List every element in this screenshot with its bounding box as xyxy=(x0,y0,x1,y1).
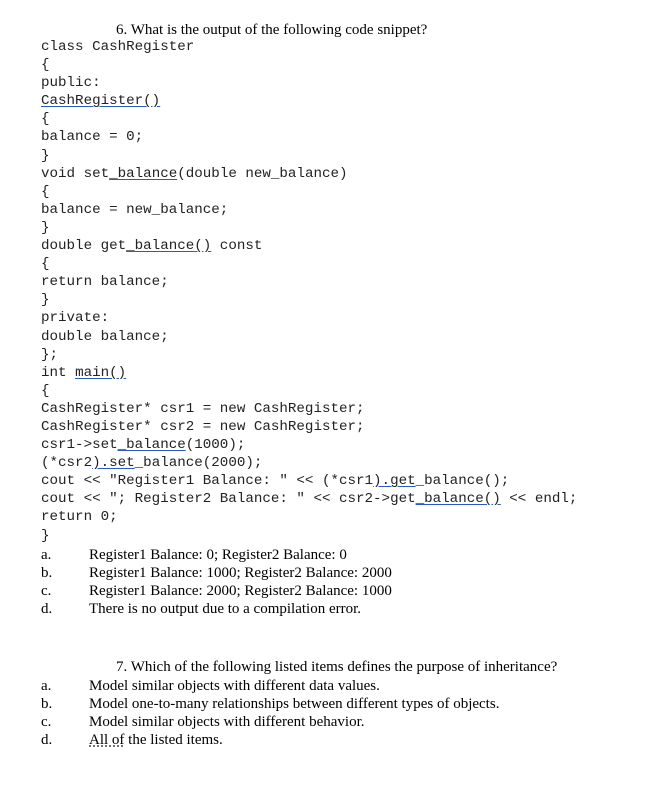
option-letter: c. xyxy=(41,583,52,599)
code-text: (*csr2 xyxy=(41,455,93,472)
code-line xyxy=(41,309,577,327)
code-text: csr1->set xyxy=(41,437,118,454)
code-text: CashRegister xyxy=(41,93,144,110)
option-text: Model one-to-many relationships between different types of objects. xyxy=(89,696,500,712)
option-text-underlined: All of xyxy=(89,732,125,748)
code-text: _balance xyxy=(126,238,195,255)
code-line xyxy=(41,454,577,472)
option-letter: c. xyxy=(41,714,52,730)
code-line xyxy=(41,183,577,201)
option-letter: d. xyxy=(41,601,53,617)
option-letter: b. xyxy=(41,565,53,581)
code-text: () xyxy=(194,238,212,255)
code-line xyxy=(41,56,577,74)
code-text: { xyxy=(41,111,50,128)
code-text: () xyxy=(109,364,127,381)
code-line xyxy=(41,382,577,400)
code-line xyxy=(41,110,577,128)
option-text-rest: the listed items. xyxy=(124,732,223,748)
code-line xyxy=(41,147,577,165)
code-line xyxy=(41,255,577,273)
option-text: Model similar objects with different data values. xyxy=(89,678,380,694)
code-text: } xyxy=(41,219,50,236)
code-text: cout << "; Register2 Balance: " << csr2->get xyxy=(41,491,416,508)
code-text: private: xyxy=(41,310,110,327)
code-text: double balance; xyxy=(41,328,169,345)
code-text: CashRegister* csr1 = new CashRegister; xyxy=(41,400,365,417)
code-text: return balance; xyxy=(41,274,169,291)
option-letter: a. xyxy=(41,547,52,563)
code-line xyxy=(41,219,577,237)
code-text: ).set xyxy=(92,455,135,472)
code-text: double get xyxy=(41,238,127,255)
option-text: Register1 Balance: 1000; Register2 Balance: 2000 xyxy=(89,565,392,581)
code-text: _balance(2000); xyxy=(134,455,263,472)
code-line xyxy=(41,328,577,346)
code-line xyxy=(41,74,577,92)
code-text: main xyxy=(75,364,110,381)
code-text: { xyxy=(41,382,50,399)
code-line xyxy=(41,490,577,508)
code-text: { xyxy=(41,256,50,273)
code-line xyxy=(41,527,577,545)
code-text: public: xyxy=(41,75,101,92)
code-text: ).get xyxy=(373,473,416,490)
code-line xyxy=(41,436,577,454)
code-text: cout << "Register1 Balance: " << (*csr1 xyxy=(41,473,374,490)
code-text: (double new_balance) xyxy=(177,165,348,182)
option-text: Register1 Balance: 2000; Register2 Balance: 1000 xyxy=(89,583,392,599)
code-text: CashRegister* csr2 = new CashRegister; xyxy=(41,418,365,435)
option-text: Register1 Balance: 0; Register2 Balance: 0 xyxy=(89,547,347,563)
question-7-title: 7. Which of the following listed items defines the purpose of inheritance? xyxy=(116,659,558,675)
code-line xyxy=(41,128,577,146)
code-line xyxy=(41,400,577,418)
code-text: const xyxy=(211,238,263,255)
code-text: balance = 0; xyxy=(41,129,144,146)
code-line xyxy=(41,273,577,291)
option-letter: a. xyxy=(41,678,52,694)
code-text: _balance xyxy=(109,165,178,182)
code-text: () xyxy=(143,93,161,110)
code-snippet xyxy=(41,38,577,545)
code-text: _balance xyxy=(117,437,186,454)
code-line xyxy=(41,38,577,56)
option-letter: d. xyxy=(41,732,53,748)
code-text: class CashRegister xyxy=(41,39,195,55)
code-text: { xyxy=(41,57,50,74)
option-text xyxy=(89,731,223,749)
code-line xyxy=(41,508,577,526)
code-text: }; xyxy=(41,346,59,363)
code-text: void set xyxy=(41,165,110,182)
code-text: return 0; xyxy=(41,509,118,526)
code-line xyxy=(41,201,577,219)
code-line xyxy=(41,364,577,382)
code-text: } xyxy=(41,292,50,309)
code-line xyxy=(41,165,577,183)
question-6-title: 6. What is the output of the following code snippet? xyxy=(116,22,428,38)
code-text: int xyxy=(41,364,76,381)
code-line xyxy=(41,346,577,364)
code-text: _balance(); xyxy=(415,473,510,490)
option-text: There is no output due to a compilation error. xyxy=(89,601,362,617)
code-line xyxy=(41,92,577,110)
code-text: } xyxy=(41,527,50,544)
code-line xyxy=(41,418,577,436)
code-text: _balance() xyxy=(415,491,501,508)
code-text: } xyxy=(41,147,50,164)
option-text: Model similar objects with different behavior. xyxy=(89,714,365,730)
code-text: (1000); xyxy=(185,437,246,454)
code-text: << endl; xyxy=(500,491,578,508)
code-text: balance = new_balance; xyxy=(41,201,229,218)
code-line xyxy=(41,472,577,490)
code-line xyxy=(41,291,577,309)
code-line xyxy=(41,237,577,255)
code-text: { xyxy=(41,183,50,200)
option-letter: b. xyxy=(41,696,53,712)
